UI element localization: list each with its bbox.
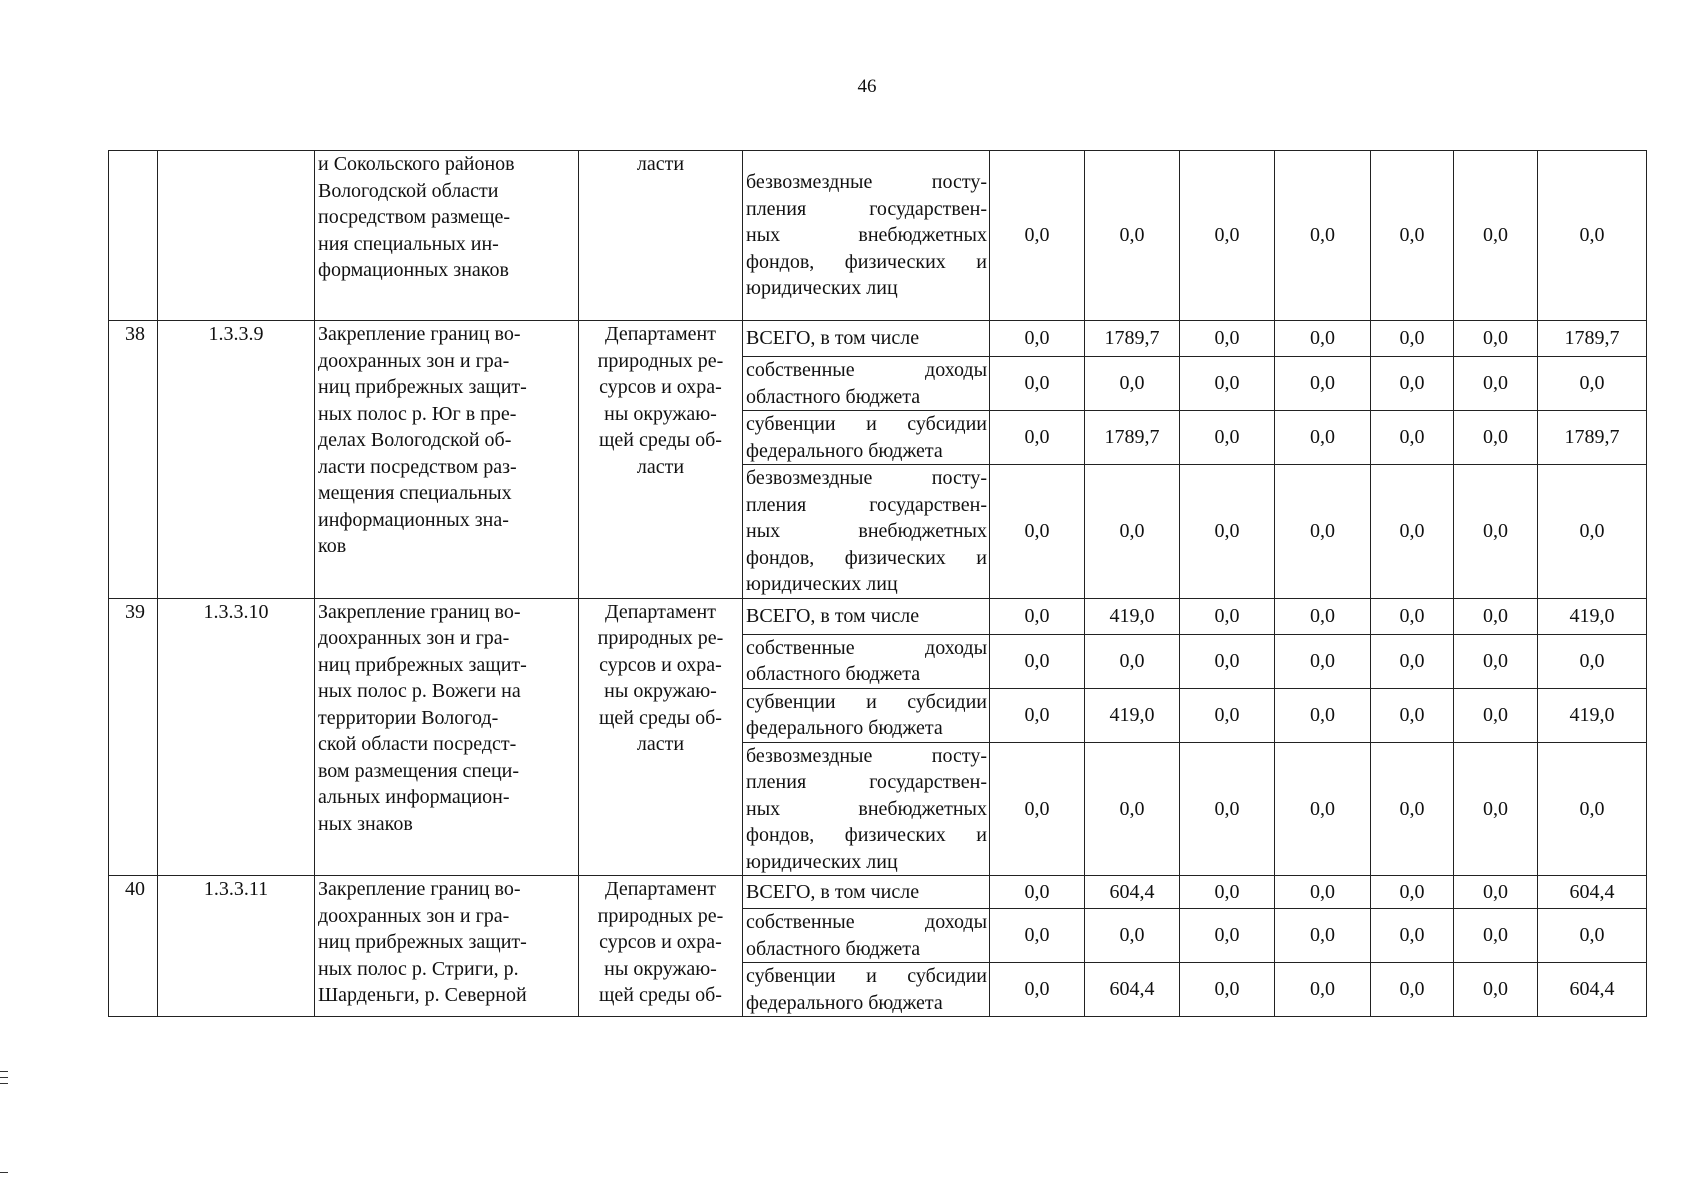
measure-name-line: доохранных зон и гра- — [318, 904, 510, 927]
amount-cell: 0,0 — [1085, 357, 1180, 411]
funding-source-line: фондов, физических и — [746, 546, 987, 569]
measure-name — [315, 151, 579, 321]
executor-name — [579, 151, 743, 321]
scan-mark — [0, 1071, 8, 1072]
amount-cell: 0,0 — [1275, 634, 1371, 688]
funding-source-line: собственные доходы — [746, 911, 987, 933]
amount-cell: 0,0 — [1180, 876, 1275, 909]
funding-source-line: федерального бюджета — [746, 991, 943, 1014]
amount-cell: 0,0 — [990, 634, 1085, 688]
funding-source-line: областного бюджета — [746, 937, 921, 960]
table-row — [109, 598, 1647, 634]
amount-cell: 0,0 — [1180, 465, 1275, 599]
amount-cell: 0,0 — [1275, 742, 1371, 876]
funding-source-line: собственные доходы — [746, 636, 987, 659]
amount-cell: 0,0 — [1085, 742, 1180, 876]
row-number — [109, 151, 158, 321]
measure-name-line: Шарденьги, р. Северной — [318, 984, 527, 1006]
amount-cell: 0,0 — [1275, 598, 1371, 634]
measure-name-line: делах Вологодской об- — [318, 429, 512, 451]
executor-name — [579, 321, 743, 599]
amount-cell: 0,0 — [1371, 742, 1454, 876]
funding-source — [743, 634, 990, 688]
amount-cell: 0,0 — [1275, 465, 1371, 599]
amount-cell: 0,0 — [1180, 598, 1275, 634]
measure-name-line: Закрепление границ во- — [318, 323, 521, 345]
funding-source-line: федерального бюджета — [746, 439, 943, 462]
measure-name-line: ниц прибрежных защит- — [318, 376, 527, 398]
measure-name-line: информационных зна- — [318, 508, 509, 531]
executor-name-line: природных ре- — [597, 349, 724, 372]
funding-source-line: областного бюджета — [746, 663, 921, 685]
funding-source — [743, 876, 990, 909]
amount-cell: 0,0 — [990, 963, 1085, 1017]
amount-cell: 0,0 — [1085, 909, 1180, 963]
measure-name-line: ков — [318, 535, 347, 557]
funding-source-line: пления государствен- — [746, 197, 987, 220]
executor-name-line: природных ре- — [597, 627, 724, 649]
scan-mark — [0, 1077, 8, 1078]
executor-name-line: ласти — [636, 153, 685, 175]
amount-cell: 0,0 — [1538, 465, 1647, 599]
executor-name-line: Департамент — [605, 323, 716, 345]
amount-cell: 0,0 — [1275, 357, 1371, 411]
executor-name — [579, 876, 743, 1017]
measure-name-line: ниц прибрежных защит- — [318, 653, 527, 676]
measure-name — [315, 876, 579, 1017]
measure-code: 1.3.3.11 — [158, 876, 315, 1017]
amount-cell: 0,0 — [1180, 357, 1275, 411]
executor-name-line: сурсов и охра- — [599, 931, 722, 953]
scan-mark — [0, 1172, 8, 1173]
funding-source-line: пления государствен- — [746, 771, 987, 793]
executor-name — [579, 598, 743, 876]
amount-cell: 0,0 — [1454, 634, 1538, 688]
amount-cell: 0,0 — [1454, 357, 1538, 411]
executor-name-line: ны окружаю- — [604, 957, 717, 980]
funding-source-line: безвозмездные посту- — [746, 467, 987, 489]
amount-cell: 0,0 — [1454, 411, 1538, 465]
measure-name-line: доохранных зон и гра- — [318, 627, 510, 649]
measure-code — [158, 151, 315, 321]
funding-source — [743, 411, 990, 465]
amount-cell: 0,0 — [990, 909, 1085, 963]
amount-cell: 0,0 — [1180, 151, 1275, 321]
amount-cell: 0,0 — [990, 151, 1085, 321]
table-body — [109, 151, 1647, 1017]
amount-cell: 0,0 — [990, 411, 1085, 465]
executor-name-line: Департамент — [605, 600, 716, 623]
amount-cell: 0,0 — [990, 876, 1085, 909]
amount-cell: 0,0 — [1275, 688, 1371, 742]
measure-name-line: вом размещения специ- — [318, 759, 520, 782]
executor-name-line: щей среды об- — [599, 984, 722, 1006]
funding-source — [743, 963, 990, 1017]
measure-name-line: Вологодской области — [318, 179, 499, 202]
funding-source-line: юридических лиц — [746, 277, 898, 300]
funding-source — [743, 909, 990, 963]
amount-cell: 0,0 — [1454, 909, 1538, 963]
executor-name-line: щей среды об- — [599, 429, 722, 451]
amount-cell: 0,0 — [1538, 357, 1647, 411]
funding-source — [743, 321, 990, 357]
amount-cell: 0,0 — [1538, 742, 1647, 876]
amount-cell: 0,0 — [1275, 909, 1371, 963]
executor-name-line: сурсов и охра- — [599, 376, 722, 398]
row-number: 39 — [109, 598, 158, 876]
amount-cell: 0,0 — [990, 598, 1085, 634]
measure-name-line: мещения специальных — [318, 482, 512, 504]
amount-cell: 0,0 — [1454, 688, 1538, 742]
funding-source-line: безвозмездные посту- — [746, 171, 987, 194]
amount-cell: 0,0 — [1085, 634, 1180, 688]
funding-source — [743, 357, 990, 411]
measure-name-line: ласти посредством раз- — [318, 455, 517, 478]
amount-cell: 0,0 — [990, 357, 1085, 411]
amount-cell: 0,0 — [1275, 321, 1371, 357]
amount-cell: 0,0 — [1454, 465, 1538, 599]
measure-name-line: ных знаков — [318, 812, 413, 835]
amount-cell: 0,0 — [1085, 465, 1180, 599]
amount-cell: 1789,7 — [1538, 321, 1647, 357]
amount-cell: 0,0 — [1275, 963, 1371, 1017]
amount-cell: 0,0 — [1275, 876, 1371, 909]
measure-name-line: ниц прибрежных защит- — [318, 931, 527, 953]
amount-cell: 604,4 — [1538, 963, 1647, 1017]
funding-source-line: фондов, физических и — [746, 824, 987, 846]
measure-name-line: доохранных зон и гра- — [318, 349, 510, 372]
funding-source-line: ВСЕГО, в том числе — [746, 880, 920, 903]
amount-cell: 0,0 — [1371, 876, 1454, 909]
funding-source-line: федерального бюджета — [746, 717, 943, 739]
amount-cell: 0,0 — [1371, 357, 1454, 411]
funding-source-line: ВСЕГО, в том числе — [746, 604, 920, 627]
amount-cell: 0,0 — [1454, 151, 1538, 321]
amount-cell: 0,0 — [1180, 909, 1275, 963]
amount-cell: 0,0 — [1371, 151, 1454, 321]
measure-code: 1.3.3.10 — [158, 598, 315, 876]
amount-cell: 0,0 — [990, 465, 1085, 599]
measure-name-line: формационных знаков — [318, 259, 509, 281]
funding-source-line: безвозмездные посту- — [746, 744, 987, 767]
funding-source-line: пления государствен- — [746, 493, 987, 516]
measure-name-line: посредством размеще- — [318, 206, 511, 228]
amount-cell: 0,0 — [1371, 963, 1454, 1017]
amount-cell: 0,0 — [1454, 876, 1538, 909]
amount-cell: 0,0 — [1180, 634, 1275, 688]
executor-name-line: ны окружаю- — [604, 680, 717, 702]
scan-mark — [0, 1083, 8, 1084]
funding-source — [743, 598, 990, 634]
table-row — [109, 151, 1647, 321]
funding-source-line: ных внебюджетных — [746, 224, 987, 247]
amount-cell: 0,0 — [1180, 742, 1275, 876]
funding-source-line: ВСЕГО, в том числе — [746, 327, 920, 350]
page-number: 46 — [857, 76, 877, 97]
executor-name-line: Департамент — [605, 878, 716, 900]
measure-name-line: ния специальных ин- — [318, 232, 499, 255]
amount-cell: 0,0 — [1275, 151, 1371, 321]
measure-name-line: Закрепление границ во- — [318, 878, 521, 900]
amount-cell: 0,0 — [1538, 151, 1647, 321]
executor-name-line: ны окружаю- — [604, 402, 717, 425]
amount-cell: 0,0 — [1085, 151, 1180, 321]
funding-source — [743, 151, 990, 321]
amount-cell: 0,0 — [1371, 634, 1454, 688]
amount-cell: 0,0 — [1454, 742, 1538, 876]
measure-name-line: ных полос р. Вожеги на — [318, 680, 521, 702]
amount-cell: 0,0 — [1371, 465, 1454, 599]
measure-name-line: ской области посредст- — [318, 733, 517, 755]
measure-name — [315, 321, 579, 599]
amount-cell: 604,4 — [1085, 876, 1180, 909]
amount-cell: 0,0 — [990, 688, 1085, 742]
executor-name-line: щей среды об- — [599, 706, 722, 729]
row-number: 38 — [109, 321, 158, 599]
measure-name-line: и Сокольского районов — [318, 153, 515, 175]
amount-cell: 0,0 — [990, 321, 1085, 357]
amount-cell: 419,0 — [1538, 598, 1647, 634]
funding-source-line: ных внебюджетных — [746, 520, 987, 542]
funding-source-line: субвенции и субсидии — [746, 413, 987, 435]
amount-cell: 0,0 — [1180, 963, 1275, 1017]
amount-cell: 0,0 — [1538, 909, 1647, 963]
funding-source-line: юридических лиц — [746, 573, 898, 595]
funding-source — [743, 688, 990, 742]
amount-cell: 1789,7 — [1085, 411, 1180, 465]
funding-source-line: фондов, физических и — [746, 250, 987, 273]
amount-cell: 0,0 — [1371, 688, 1454, 742]
amount-cell: 419,0 — [1538, 688, 1647, 742]
amount-cell: 0,0 — [1371, 598, 1454, 634]
table-row — [109, 321, 1647, 357]
measure-name-line: Закрепление границ во- — [318, 600, 521, 623]
amount-cell: 0,0 — [1371, 321, 1454, 357]
amount-cell: 1789,7 — [1085, 321, 1180, 357]
executor-name-line: природных ре- — [597, 904, 724, 927]
measure-name-line: ных полос р. Юг в пре- — [318, 402, 517, 425]
executor-name-line: ласти — [636, 733, 685, 755]
amount-cell: 419,0 — [1085, 598, 1180, 634]
measure-code: 1.3.3.9 — [158, 321, 315, 599]
amount-cell: 0,0 — [1454, 598, 1538, 634]
executor-name-line: сурсов и охра- — [599, 653, 722, 676]
amount-cell: 0,0 — [1180, 321, 1275, 357]
funding-source-line: субвенции и субсидии — [746, 690, 987, 713]
funding-source-line: ных внебюджетных — [746, 797, 987, 820]
amount-cell: 419,0 — [1085, 688, 1180, 742]
measure-name-line: альных информацион- — [318, 786, 510, 808]
table-row — [109, 876, 1647, 909]
amount-cell: 0,0 — [990, 742, 1085, 876]
amount-cell: 0,0 — [1454, 321, 1538, 357]
amount-cell: 0,0 — [1538, 634, 1647, 688]
funding-source — [743, 742, 990, 876]
amount-cell: 604,4 — [1085, 963, 1180, 1017]
amount-cell: 0,0 — [1275, 411, 1371, 465]
row-number: 40 — [109, 876, 158, 1017]
measure-name-line: территории Вологод- — [318, 706, 499, 729]
measure-name — [315, 598, 579, 876]
budget-table — [108, 150, 1647, 1017]
funding-source-line: собственные доходы — [746, 359, 987, 381]
executor-name-line: ласти — [636, 455, 685, 478]
funding-source-line: юридических лиц — [746, 850, 898, 873]
measure-name-line: ных полос р. Стриги, р. — [318, 957, 519, 980]
amount-cell: 0,0 — [1371, 411, 1454, 465]
amount-cell: 0,0 — [1454, 963, 1538, 1017]
amount-cell: 0,0 — [1180, 688, 1275, 742]
funding-source-line: субвенции и субсидии — [746, 965, 987, 987]
amount-cell: 604,4 — [1538, 876, 1647, 909]
funding-source — [743, 465, 990, 599]
amount-cell: 1789,7 — [1538, 411, 1647, 465]
amount-cell: 0,0 — [1180, 411, 1275, 465]
funding-source-line: областного бюджета — [746, 385, 921, 408]
amount-cell: 0,0 — [1371, 909, 1454, 963]
